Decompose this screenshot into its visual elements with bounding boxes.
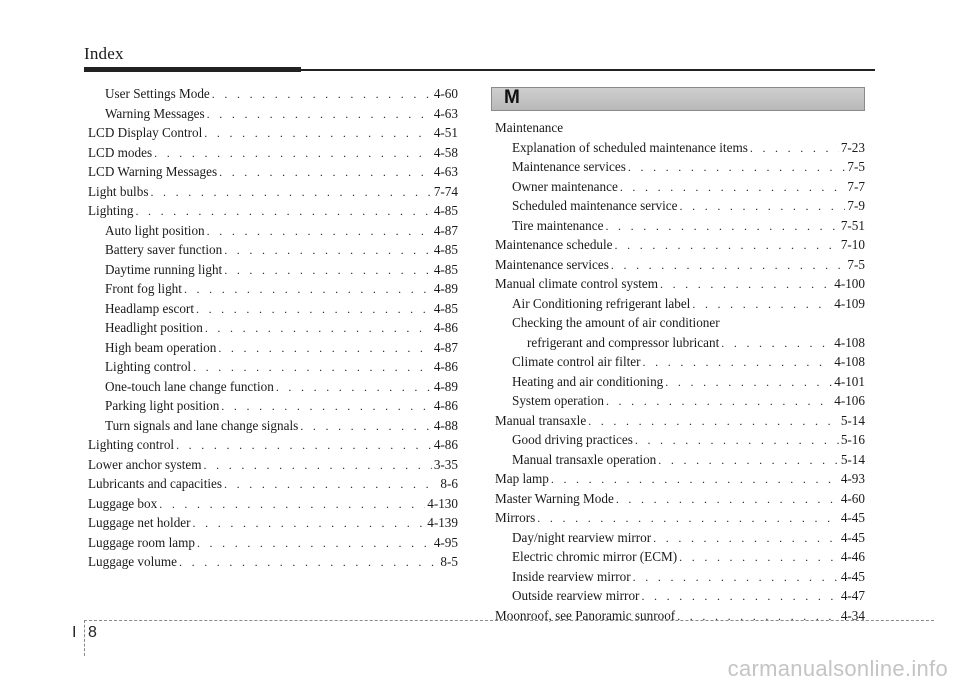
index-entry-label: User Settings Mode xyxy=(105,86,210,101)
dot-leader xyxy=(551,470,839,489)
index-entry-label: Good driving practices xyxy=(512,432,633,447)
index-entry xyxy=(88,435,458,455)
dot-leader xyxy=(207,222,432,241)
index-entry-page: 8-5 xyxy=(440,554,458,569)
index-entry-page: 7-23 xyxy=(840,139,865,155)
index-entry-page: 4-63 xyxy=(433,164,458,179)
index-entry xyxy=(88,143,458,163)
index-entry-label: Electric chromic mirror (ECM) xyxy=(512,549,678,564)
dot-leader xyxy=(680,197,846,216)
dot-leader xyxy=(606,392,832,411)
section-letter: M xyxy=(504,87,520,108)
dot-leader xyxy=(537,509,839,528)
dot-leader xyxy=(628,158,846,177)
index-entry-page: 4-86 xyxy=(433,320,458,335)
index-entry xyxy=(88,123,458,143)
index-entry-label: Front fog light xyxy=(105,281,182,296)
index-entry-page: 3-35 xyxy=(433,456,458,472)
dot-leader xyxy=(615,236,839,255)
dot-leader xyxy=(150,183,431,202)
index-entry xyxy=(495,567,865,587)
index-entry-label: Luggage room lamp xyxy=(88,534,195,550)
index-entry xyxy=(495,547,865,567)
dot-leader xyxy=(660,275,832,294)
index-entry xyxy=(495,255,865,275)
index-entry xyxy=(495,294,865,314)
index-entry-page: 7-51 xyxy=(840,217,865,233)
index-entry xyxy=(88,474,458,494)
index-entry xyxy=(88,162,458,182)
index-entry xyxy=(495,352,865,372)
dot-leader xyxy=(212,85,432,104)
dot-leader xyxy=(300,417,432,436)
index-entry xyxy=(495,118,865,138)
index-entry xyxy=(88,494,458,514)
index-entry-page: 4-89 xyxy=(433,378,458,394)
index-entry-label: Manual transaxle operation xyxy=(512,451,657,467)
dot-leader xyxy=(159,495,425,514)
index-entry-label: Mirrors xyxy=(495,510,536,525)
index-entry xyxy=(495,391,865,411)
index-entry xyxy=(88,396,458,416)
index-column-left xyxy=(88,84,458,572)
index-entry-label: Maintenance services xyxy=(495,256,609,272)
index-entry xyxy=(88,416,458,436)
index-entry xyxy=(495,372,865,392)
index-entry-page: 4-108 xyxy=(834,354,865,369)
index-entry-label: Warning Messages xyxy=(105,105,205,121)
dot-leader xyxy=(179,553,438,572)
index-entry xyxy=(495,333,865,353)
dot-leader xyxy=(207,105,432,124)
index-entry-page: 4-95 xyxy=(433,534,458,550)
index-entry-page: 7-5 xyxy=(847,159,865,174)
index-entry-page: 4-89 xyxy=(433,281,458,296)
dot-leader xyxy=(204,124,432,143)
index-entry xyxy=(88,279,458,299)
dot-leader xyxy=(658,451,839,470)
dot-leader xyxy=(588,412,839,431)
index-entry-page: 4-86 xyxy=(433,359,458,374)
dot-leader xyxy=(197,534,432,553)
dot-leader xyxy=(616,490,839,509)
dot-leader xyxy=(605,217,838,236)
dot-leader xyxy=(641,587,838,606)
index-entry xyxy=(88,240,458,260)
index-entry-label: Tire maintenance xyxy=(512,217,604,233)
index-entry-page: 4-34 xyxy=(840,607,865,623)
index-entry-page: 4-86 xyxy=(433,398,458,413)
index-entry xyxy=(495,430,865,450)
dot-leader xyxy=(154,144,432,163)
index-entry-page: 4-130 xyxy=(427,495,458,511)
index-entry-label: Luggage net holder xyxy=(88,515,191,530)
index-entry xyxy=(495,138,865,158)
index-entry-label: Maintenance services xyxy=(512,159,626,174)
index-entry-label: Light bulbs xyxy=(88,183,149,199)
index-entry-page: 8-6 xyxy=(440,476,458,491)
index-entry-page: 4-85 xyxy=(433,261,458,277)
index-entry-page: 4-45 xyxy=(840,510,865,525)
index-entry-label: Lubricants and capacities xyxy=(88,476,223,491)
index-entry xyxy=(495,586,865,606)
index-entry-label: Headlamp escort xyxy=(105,300,194,316)
dot-leader xyxy=(135,202,431,221)
index-entry xyxy=(88,533,458,553)
footer-rule xyxy=(84,620,934,621)
index-entry-page: 7-7 xyxy=(847,178,865,194)
index-entry xyxy=(495,157,865,177)
index-entry-label: Lighting control xyxy=(105,359,192,374)
index-entry xyxy=(88,299,458,319)
index-entry xyxy=(495,313,865,333)
index-entry-label: Lighting xyxy=(88,203,134,218)
index-entry xyxy=(88,182,458,202)
index-entry-page: 4-101 xyxy=(834,373,865,389)
index-entry-label: Battery saver function xyxy=(105,242,223,257)
index-entry-label: LCD Warning Messages xyxy=(88,164,218,179)
header-rule-thin xyxy=(301,69,875,71)
index-entry xyxy=(88,221,458,241)
dot-leader xyxy=(665,373,832,392)
index-entry-page: 7-9 xyxy=(847,198,865,213)
dot-leader xyxy=(677,607,839,626)
index-entry-label: Maintenance xyxy=(495,120,564,135)
index-entry-label: LCD modes xyxy=(88,144,153,160)
index-entry xyxy=(495,216,865,236)
index-entry-page: 4-46 xyxy=(840,549,865,564)
dot-leader xyxy=(679,548,839,567)
index-entry-label: Turn signals and lane change signals xyxy=(105,417,299,433)
index-entry-label: Map lamp xyxy=(495,471,549,486)
index-entry-page: 7-10 xyxy=(840,237,865,252)
section-letter-box xyxy=(491,87,865,111)
index-entry-label: Luggage volume xyxy=(88,554,177,569)
dot-leader xyxy=(205,319,432,338)
index-entry-label: Lighting control xyxy=(88,437,175,452)
dot-leader xyxy=(224,475,438,494)
index-entry xyxy=(495,411,865,431)
index-entry-page: 4-60 xyxy=(433,86,458,101)
dot-leader xyxy=(224,261,432,280)
index-entry xyxy=(88,260,458,280)
index-entry-label: System operation xyxy=(512,393,604,408)
footer-divider xyxy=(84,620,85,656)
index-entry-page: 4-87 xyxy=(433,339,458,355)
index-entry-label: Inside rearview mirror xyxy=(512,568,631,584)
index-entry-page: 4-47 xyxy=(840,588,865,603)
index-entry-label: Master Warning Mode xyxy=(495,490,614,506)
index-entry xyxy=(495,606,865,626)
index-entry xyxy=(88,513,458,533)
dot-leader xyxy=(611,256,846,275)
index-entry-page: 4-60 xyxy=(840,490,865,506)
dot-leader xyxy=(219,163,432,182)
footer-section-label: I xyxy=(72,624,77,641)
index-entry-label: Owner maintenance xyxy=(512,178,618,194)
dot-leader xyxy=(633,568,839,587)
index-entry-label: Headlight position xyxy=(105,320,203,335)
dot-leader xyxy=(635,431,839,450)
index-entry-label: Manual transaxle xyxy=(495,412,587,428)
index-entry-page: 4-45 xyxy=(840,529,865,545)
index-entry-label: Scheduled maintenance service xyxy=(512,198,678,213)
dot-leader xyxy=(276,378,432,397)
index-entry-page: 4-86 xyxy=(433,437,458,452)
index-entry-page: 4-45 xyxy=(840,568,865,584)
footer-page-number: 8 xyxy=(88,624,97,641)
index-entry-page: 4-51 xyxy=(433,125,458,140)
index-entry-label: Checking the amount of air conditioner xyxy=(512,315,720,330)
index-entry xyxy=(88,104,458,124)
index-entry xyxy=(495,177,865,197)
dot-leader xyxy=(653,529,839,548)
dot-leader xyxy=(218,339,431,358)
index-entry-page: 7-74 xyxy=(433,183,458,199)
dot-leader xyxy=(221,397,432,416)
index-entry xyxy=(495,274,865,294)
index-entry-page: 5-14 xyxy=(840,412,865,428)
index-entry xyxy=(88,84,458,104)
index-entry xyxy=(495,450,865,470)
index-entry-label: Moonroof, see Panoramic sunroof xyxy=(495,607,676,623)
header-rule-thick xyxy=(84,67,301,72)
index-entry-label: Climate control air filter xyxy=(512,354,641,369)
index-entry-label: refrigerant and compressor lubricant xyxy=(527,334,720,350)
index-entry xyxy=(88,201,458,221)
index-entry xyxy=(88,338,458,358)
index-entry xyxy=(495,528,865,548)
index-entry-label: Outside rearview mirror xyxy=(512,588,640,603)
index-entry xyxy=(88,357,458,377)
index-entry-page: 7-5 xyxy=(847,256,865,272)
index-entry-label: Air Conditioning refrigerant label xyxy=(512,295,691,311)
index-column-right xyxy=(495,118,865,625)
index-entry xyxy=(495,489,865,509)
watermark: carmanualsonline.info xyxy=(727,656,948,681)
index-entry xyxy=(88,318,458,338)
index-entry-label: Parking light position xyxy=(105,398,220,413)
index-entry-label: Auto light position xyxy=(105,222,205,238)
index-entry-page: 4-106 xyxy=(834,393,865,408)
dot-leader xyxy=(193,358,432,377)
index-entry-page: 4-100 xyxy=(834,276,865,291)
index-entry xyxy=(88,455,458,475)
dot-leader xyxy=(204,456,432,475)
index-entry-label: One-touch lane change function xyxy=(105,378,274,394)
index-entry-page: 4-63 xyxy=(433,105,458,121)
dot-leader xyxy=(750,139,839,158)
dot-leader xyxy=(692,295,832,314)
page-title: Index xyxy=(84,44,124,63)
index-entry-page: 4-88 xyxy=(433,417,458,433)
dot-leader xyxy=(176,436,432,455)
index-entry-label: Day/night rearview mirror xyxy=(512,529,652,545)
index-entry-page: 4-85 xyxy=(433,203,458,218)
index-entry-label: LCD Display Control xyxy=(88,125,203,140)
index-entry-page: 4-139 xyxy=(427,515,458,530)
index-entry-label: Lower anchor system xyxy=(88,456,202,472)
index-entry-page: 4-85 xyxy=(433,300,458,316)
index-entry-label: Heating and air conditioning xyxy=(512,373,664,389)
index-entry xyxy=(495,196,865,216)
index-entry-label: Manual climate control system xyxy=(495,276,658,291)
index-entry-label: Maintenance schedule xyxy=(495,237,613,252)
dot-leader xyxy=(184,280,432,299)
index-entry-page: 4-87 xyxy=(433,222,458,238)
index-entry-label: High beam operation xyxy=(105,339,217,355)
index-entry-label: Luggage box xyxy=(88,495,158,511)
index-entry-page: 4-85 xyxy=(433,242,458,257)
index-entry-page: 5-14 xyxy=(840,451,865,467)
dot-leader xyxy=(196,300,432,319)
index-entry xyxy=(88,377,458,397)
index-entry-page: 4-58 xyxy=(433,144,458,160)
index-entry-page: 4-109 xyxy=(834,295,865,311)
dot-leader xyxy=(721,334,832,353)
index-entry-label: Explanation of scheduled maintenance items xyxy=(512,139,748,155)
index-entry-page: 4-108 xyxy=(834,334,865,350)
index-entry xyxy=(495,235,865,255)
dot-leader xyxy=(193,514,426,533)
index-entry xyxy=(88,552,458,572)
index-entry xyxy=(495,508,865,528)
dot-leader xyxy=(643,353,833,372)
index-entry xyxy=(495,469,865,489)
dot-leader xyxy=(224,241,432,260)
index-entry-page: 4-93 xyxy=(840,471,865,486)
index-entry-label: Daytime running light xyxy=(105,261,223,277)
index-entry-page: 5-16 xyxy=(840,432,865,447)
dot-leader xyxy=(620,178,846,197)
